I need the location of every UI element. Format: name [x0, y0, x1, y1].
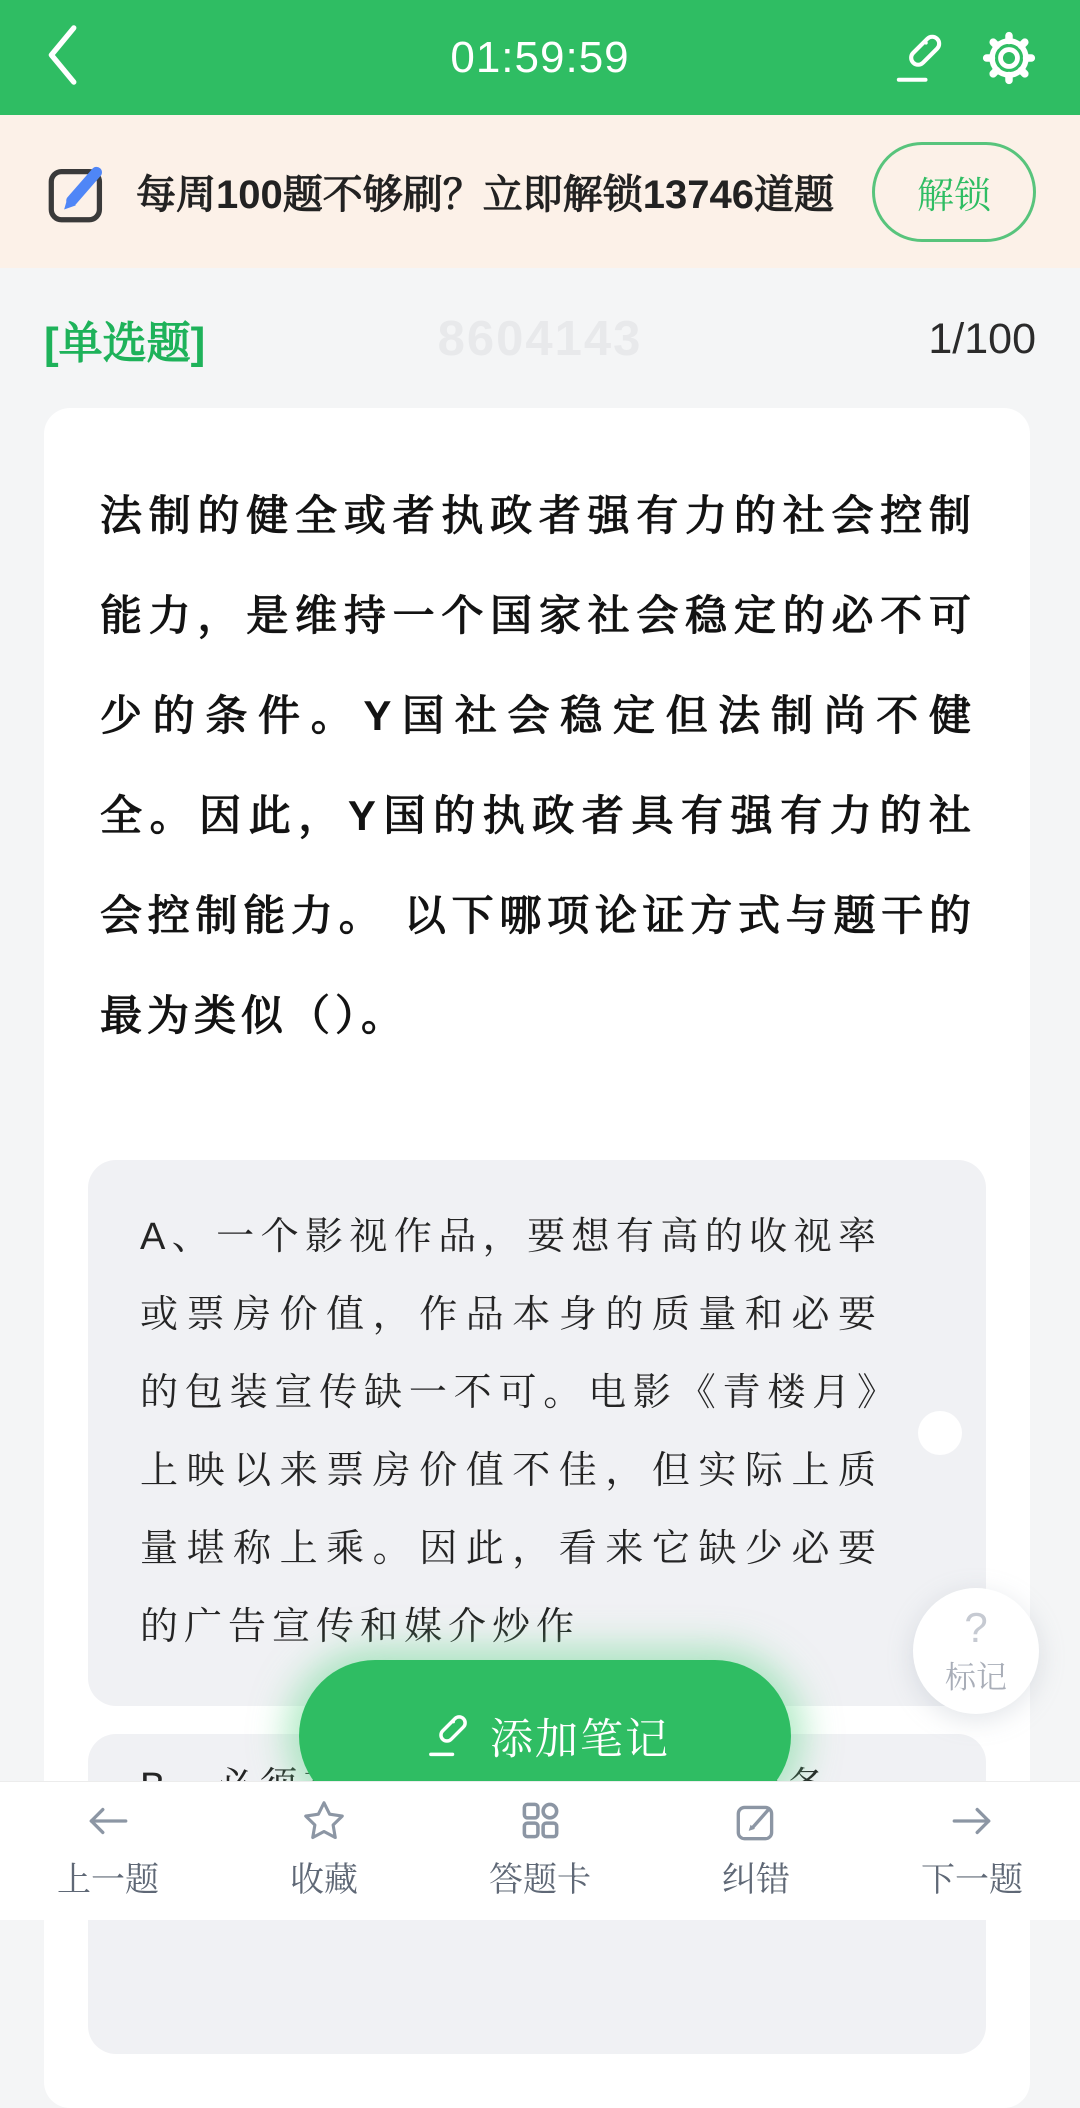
option-a-text: A、一个影视作品，要想有高的收视率或票房价值，作品本身的质量和必要的包装宣传缺一不可。电影《青楼月》上映以来票房价值不佳，但实际上质量堪称上乘。因此，看来它缺少必要的广告宣传和媒介炒作 — [140, 1216, 882, 1648]
add-note-label: 添加笔记 — [490, 1715, 670, 1764]
question-mark-icon: ? — [964, 1603, 988, 1651]
question-meta-row — [44, 298, 1036, 380]
star-icon — [299, 1796, 349, 1846]
nav-report-error[interactable] — [648, 1782, 864, 1920]
promo-text: 每周100题不够刷？立即解锁13746道题 — [136, 173, 834, 217]
nav-answer-card[interactable] — [432, 1782, 648, 1920]
nav-favorite[interactable] — [216, 1782, 432, 1920]
arrow-right-icon — [947, 1796, 997, 1846]
nav-label: 答题卡 — [489, 1861, 591, 1899]
compose-pencil-icon — [44, 157, 114, 227]
mark-label: 标记 — [945, 1659, 1007, 1695]
nav-label: 收藏 — [290, 1861, 358, 1899]
app-header — [0, 0, 1080, 115]
question-stem: 法制的健全或者执政者强有力的社会控制能力，是维持一个国家社会稳定的必不可少的条件。Y国社会稳定但法制尚不健全。因此，Y国的执政者具有强有力的社会控制能力。 以下哪项论证方式与题干的最为类似（）。 — [100, 492, 976, 1039]
pencil-underline-icon — [420, 1710, 472, 1762]
nav-label: 上一题 — [57, 1861, 159, 1899]
unlock-button[interactable]: 解锁 — [872, 142, 1036, 242]
nav-label: 纠错 — [722, 1861, 790, 1899]
question-progress: 1/100 — [928, 314, 1036, 363]
arrow-left-icon — [83, 1796, 133, 1846]
question-type-tag: [单选题] — [44, 319, 206, 368]
unlock-promo-banner[interactable] — [0, 115, 1080, 268]
nav-previous-question[interactable] — [0, 1782, 216, 1920]
option-a[interactable] — [88, 1160, 986, 1706]
timer: 01:59:59 — [450, 32, 630, 82]
bottom-toolbar — [0, 1781, 1080, 1920]
option-a-radio[interactable] — [918, 1411, 962, 1455]
nav-label: 下一题 — [921, 1861, 1023, 1899]
question-id-watermark: 8604143 — [437, 312, 643, 366]
mark-question-button[interactable] — [913, 1588, 1039, 1714]
nav-next-question[interactable] — [864, 1782, 1080, 1920]
grid-icon — [515, 1796, 565, 1846]
edit-square-icon — [731, 1796, 781, 1846]
